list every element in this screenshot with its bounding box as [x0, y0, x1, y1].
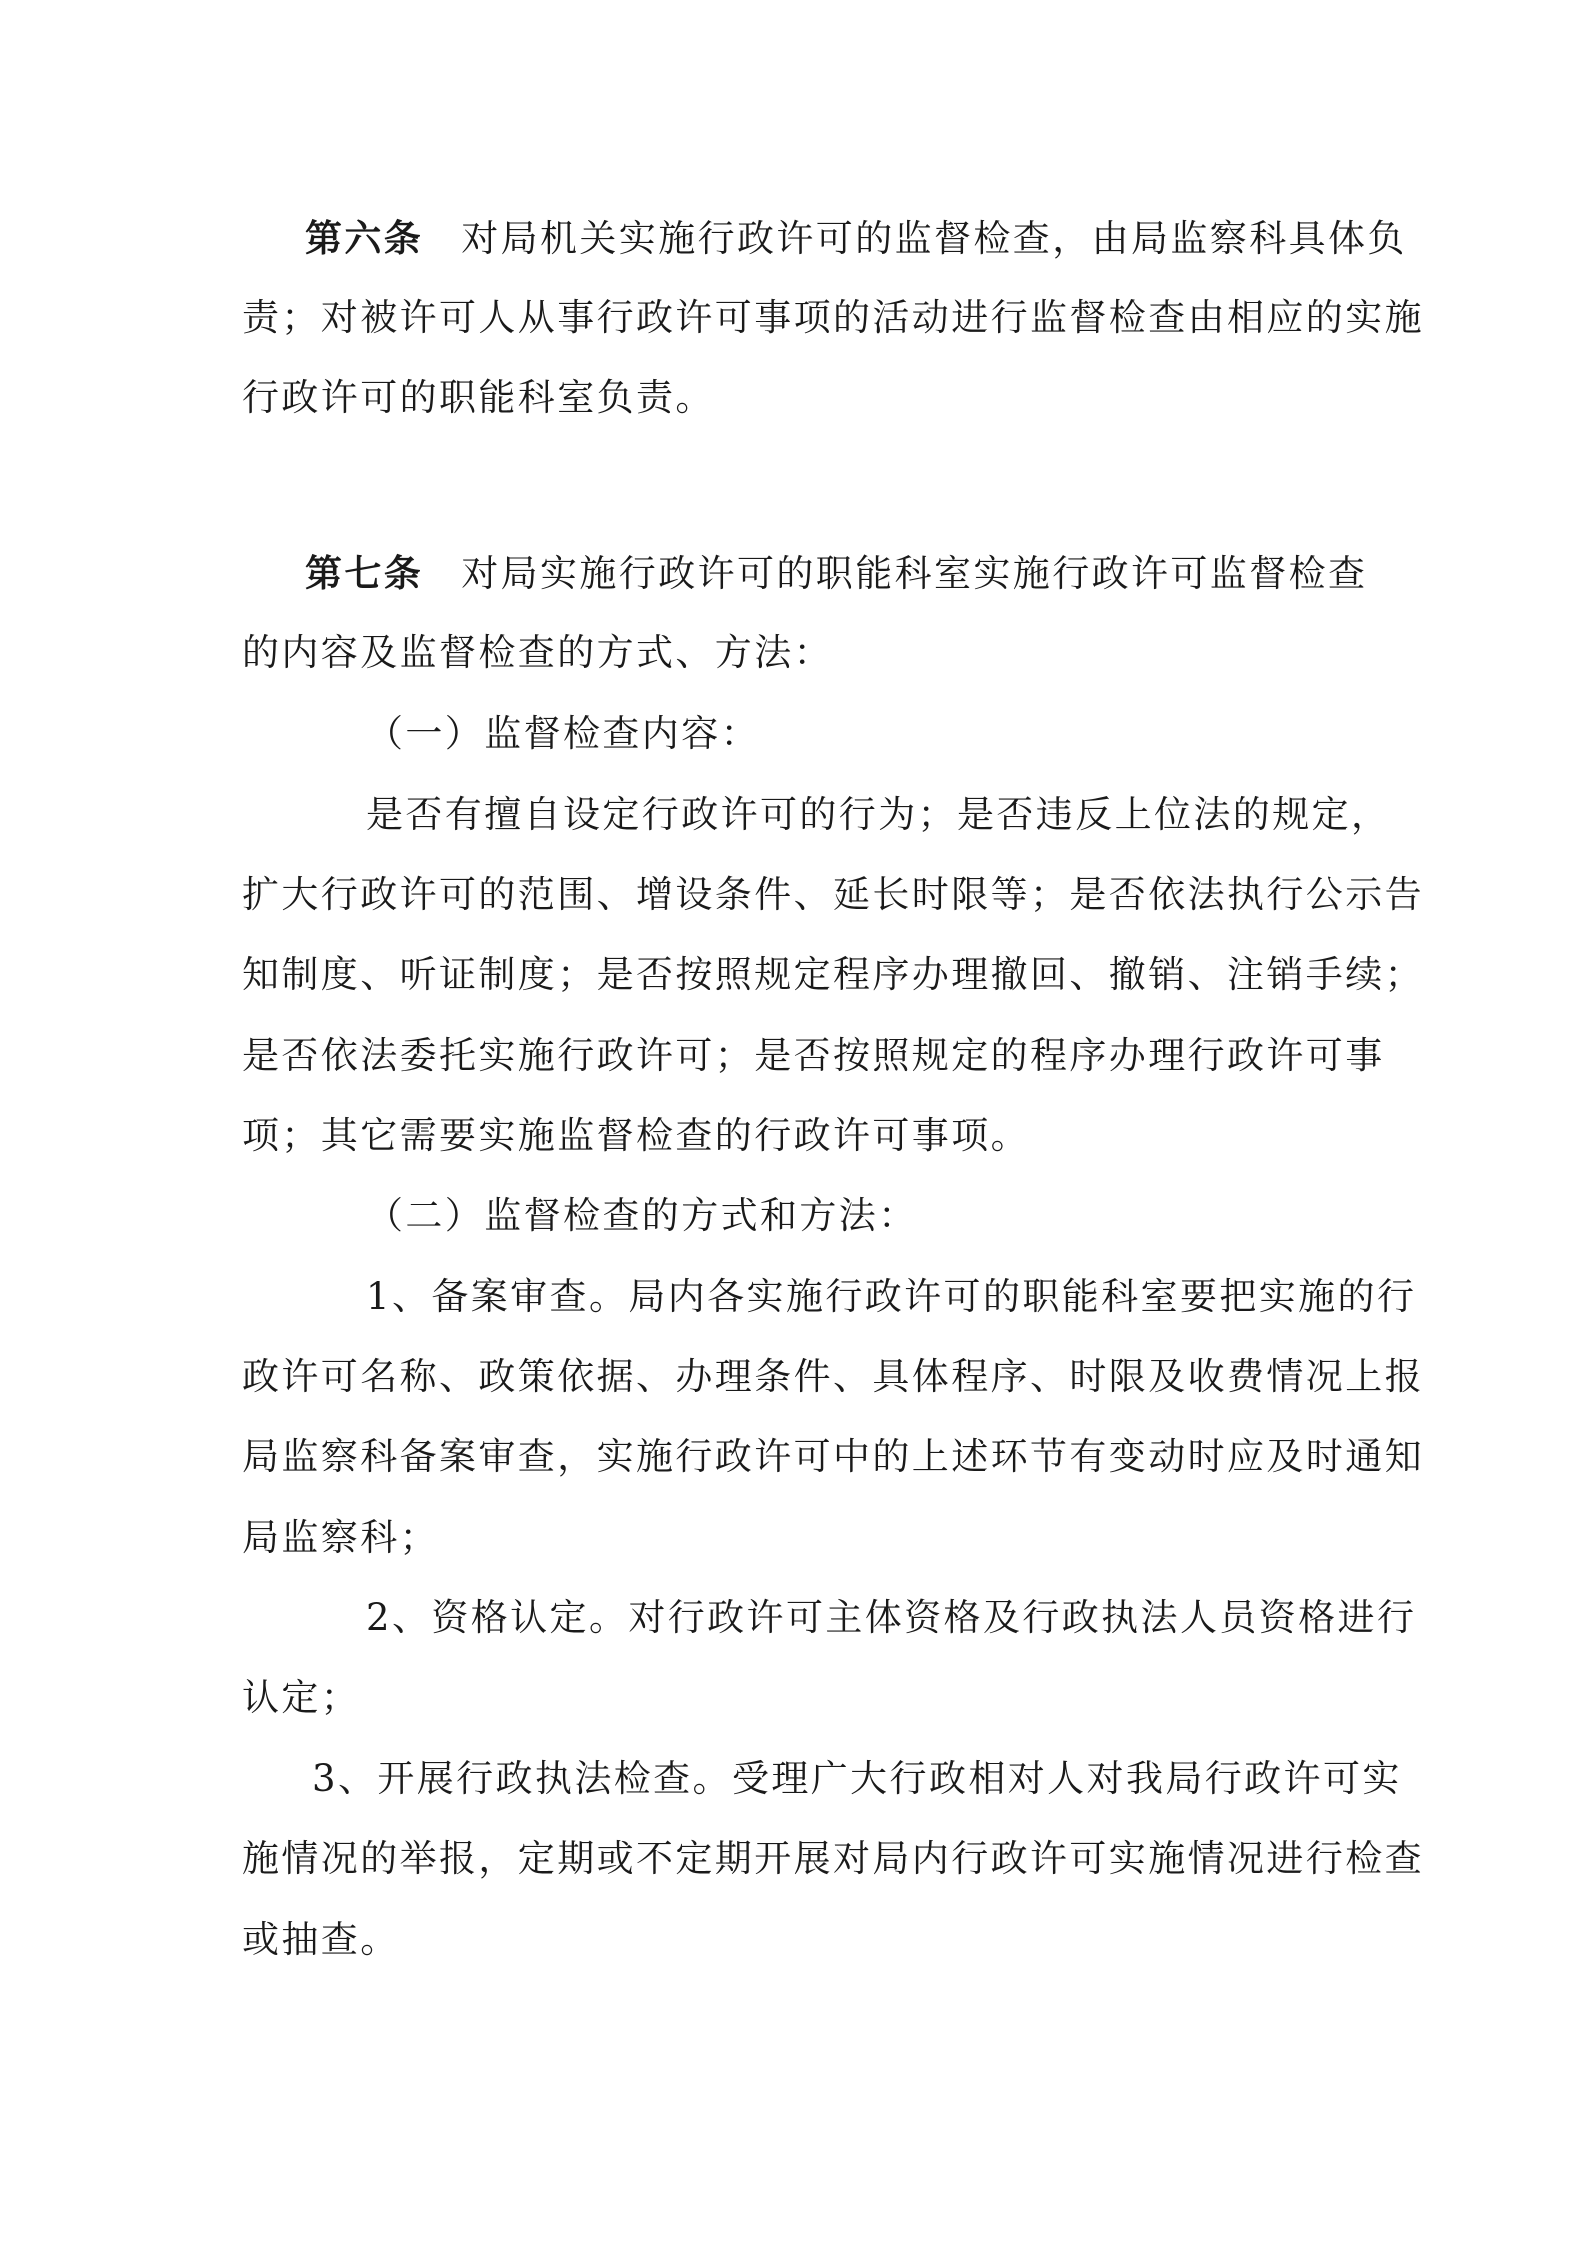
item1-line-2: 政许可名称、政策依据、办理条件、具体程序、时限及收费情况上报	[242, 1355, 1424, 1398]
article7-line-2: 的内容及监督检查的方式、方法：	[242, 631, 833, 674]
item2-line-2: 认定；	[242, 1676, 361, 1719]
item1-line-3: 局监察科备案审查，实施行政许可中的上述环节有变动时应及时通知	[242, 1435, 1424, 1478]
item3-line-3: 或抽查。	[242, 1918, 400, 1961]
article6-heading: 第六条	[305, 216, 424, 260]
section1-line-1: 是否有擅自设定行政许可的行为；是否违反上位法的规定，	[366, 793, 1391, 836]
section1-line-5: 项；其它需要实施监督检查的行政许可事项。	[242, 1114, 1030, 1157]
section1-line-3: 知制度、听证制度；是否按照规定程序办理撤回、撤销、注销手续；	[242, 953, 1424, 996]
item2-line-1: 2、资格认定。对行政许可主体资格及行政执法人员资格进行	[366, 1596, 1417, 1639]
item3-line-1: 3、开展行政执法检查。受理广大行政相对人对我局行政许可实	[312, 1757, 1402, 1800]
section1-line-2: 扩大行政许可的范围、增设条件、延长时限等；是否依法执行公示告	[242, 873, 1424, 916]
article7-text: 对局实施行政许可的职能科室实施行政许可监督检查	[461, 552, 1368, 595]
article7-heading: 第七条	[305, 551, 424, 595]
item1-line-4: 局监察科；	[242, 1516, 439, 1559]
section1-title: （一）监督检查内容：	[366, 712, 760, 755]
article6-text: 对局机关实施行政许可的监督检查，由局监察科具体负	[461, 217, 1407, 260]
section2-title: （二）监督检查的方式和方法：	[366, 1194, 918, 1237]
article7-line-1	[305, 533, 1367, 613]
article6-line-1	[305, 198, 1407, 278]
item1-line-1: 1、备案审查。局内各实施行政许可的职能科室要把实施的行	[366, 1275, 1417, 1318]
section1-line-4: 是否依法委托实施行政许可；是否按照规定的程序办理行政许可事	[242, 1034, 1385, 1077]
article6-line-3: 行政许可的职能科室负责。	[242, 376, 715, 419]
item3-line-2: 施情况的举报，定期或不定期开展对局内行政许可实施情况进行检查	[242, 1837, 1424, 1880]
article6-line-2: 责；对被许可人从事行政许可事项的活动进行监督检查由相应的实施	[242, 296, 1424, 339]
